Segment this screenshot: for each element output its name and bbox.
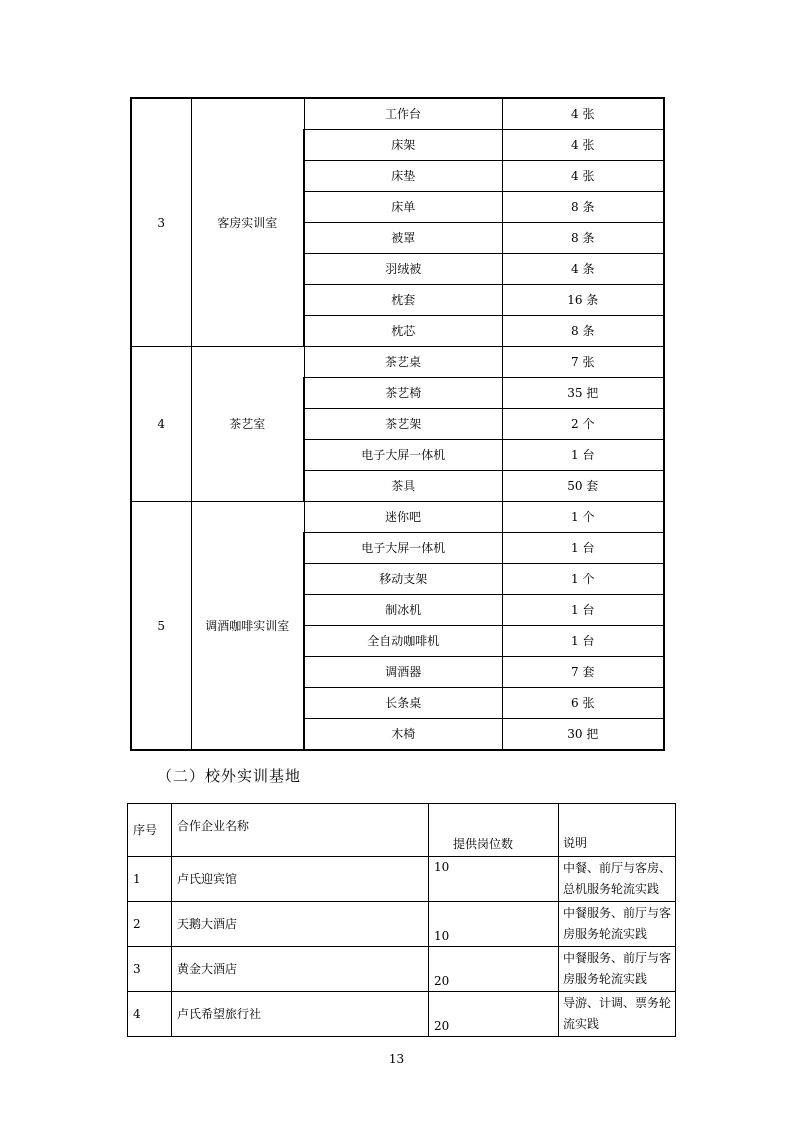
- equipment-quantity: 1 台: [502, 440, 664, 471]
- equipment-name: 电子大屏一体机: [304, 533, 502, 564]
- equipment-name: 全自动咖啡机: [304, 626, 502, 657]
- table-row: [128, 947, 676, 992]
- page-number: 13: [388, 1052, 405, 1066]
- equipment-name: 移动支架: [304, 564, 502, 595]
- equipment-name: 枕套: [304, 285, 502, 316]
- partner-header-row: [128, 804, 676, 857]
- partner-number: 4: [128, 992, 172, 1037]
- partner-company-name: 卢氏迎宾馆: [172, 857, 429, 902]
- equipment-quantity: 7 张: [502, 347, 664, 378]
- equipment-name: 茶具: [304, 471, 502, 502]
- partner-company-name: 卢氏希望旅行社: [172, 992, 429, 1037]
- table-row: [131, 502, 664, 533]
- equipment-quantity: 6 张: [502, 688, 664, 719]
- partner-number: 1: [128, 857, 172, 902]
- equipment-quantity: 16 条: [502, 285, 664, 316]
- equipment-quantity: 35 把: [502, 378, 664, 409]
- partner-positions: 20: [429, 992, 559, 1037]
- equipment-quantity: 4 张: [502, 130, 664, 161]
- equipment-name: 茶艺桌: [304, 347, 502, 378]
- equipment-table: [130, 97, 665, 751]
- partner-number: 2: [128, 902, 172, 947]
- equipment-name: 制冰机: [304, 595, 502, 626]
- room-number: 4: [131, 347, 191, 502]
- table-row: [128, 857, 676, 902]
- equipment-name: 木椅: [304, 719, 502, 751]
- equipment-quantity: 2 个: [502, 409, 664, 440]
- room-name: 客房实训室: [191, 98, 304, 347]
- partner-note: 中餐服务、前厅与客房服务轮流实践: [559, 902, 676, 947]
- equipment-quantity: 7 套: [502, 657, 664, 688]
- equipment-name: 羽绒被: [304, 254, 502, 285]
- equipment-quantity: 30 把: [502, 719, 664, 751]
- equipment-name: 枕芯: [304, 316, 502, 347]
- partner-positions: 20: [429, 947, 559, 992]
- equipment-name: 工作台: [304, 98, 502, 130]
- partner-number: 3: [128, 947, 172, 992]
- equipment-quantity: 50 套: [502, 471, 664, 502]
- header-note: 说明: [559, 804, 676, 857]
- header-positions: 提供岗位数: [429, 804, 559, 857]
- equipment-quantity: 8 条: [502, 316, 664, 347]
- table-row: [131, 98, 664, 130]
- equipment-quantity: 1 个: [502, 502, 664, 533]
- equipment-quantity: 8 条: [502, 223, 664, 254]
- room-name: 调酒咖啡实训室: [191, 502, 304, 751]
- equipment-quantity: 4 条: [502, 254, 664, 285]
- section-heading: （二）校外实训基地: [157, 767, 302, 785]
- header-company-name: 合作企业名称: [172, 804, 429, 857]
- equipment-name: 床单: [304, 192, 502, 223]
- equipment-quantity: 1 个: [502, 564, 664, 595]
- partner-company-name: 黄金大酒店: [172, 947, 429, 992]
- partner-note: 中餐服务、前厅与客房服务轮流实践: [559, 947, 676, 992]
- equipment-quantity: 1 台: [502, 626, 664, 657]
- equipment-quantity: 1 台: [502, 533, 664, 564]
- table-row: [131, 347, 664, 378]
- partner-note: 导游、计调、票务轮流实践: [559, 992, 676, 1037]
- table-row: [128, 902, 676, 947]
- partner-company-name: 天鹅大酒店: [172, 902, 429, 947]
- equipment-name: 迷你吧: [304, 502, 502, 533]
- equipment-name: 长条桌: [304, 688, 502, 719]
- equipment-name: 茶艺椅: [304, 378, 502, 409]
- equipment-name: 床垫: [304, 161, 502, 192]
- partner-table: [127, 803, 676, 1037]
- partner-positions: 10: [429, 902, 559, 947]
- equipment-name: 电子大屏一体机: [304, 440, 502, 471]
- equipment-quantity: 8 条: [502, 192, 664, 223]
- room-name: 茶艺室: [191, 347, 304, 502]
- room-number: 3: [131, 98, 191, 347]
- equipment-name: 调酒器: [304, 657, 502, 688]
- equipment-name: 床架: [304, 130, 502, 161]
- equipment-quantity: 1 台: [502, 595, 664, 626]
- equipment-name: 茶艺架: [304, 409, 502, 440]
- table-row: [128, 992, 676, 1037]
- header-no: 序号: [128, 804, 172, 857]
- equipment-quantity: 4 张: [502, 98, 664, 130]
- partner-note: 中餐、前厅与客房、总机服务轮流实践: [559, 857, 676, 902]
- room-number: 5: [131, 502, 191, 751]
- equipment-quantity: 4 张: [502, 161, 664, 192]
- equipment-name: 被罩: [304, 223, 502, 254]
- partner-positions: 10: [429, 857, 559, 902]
